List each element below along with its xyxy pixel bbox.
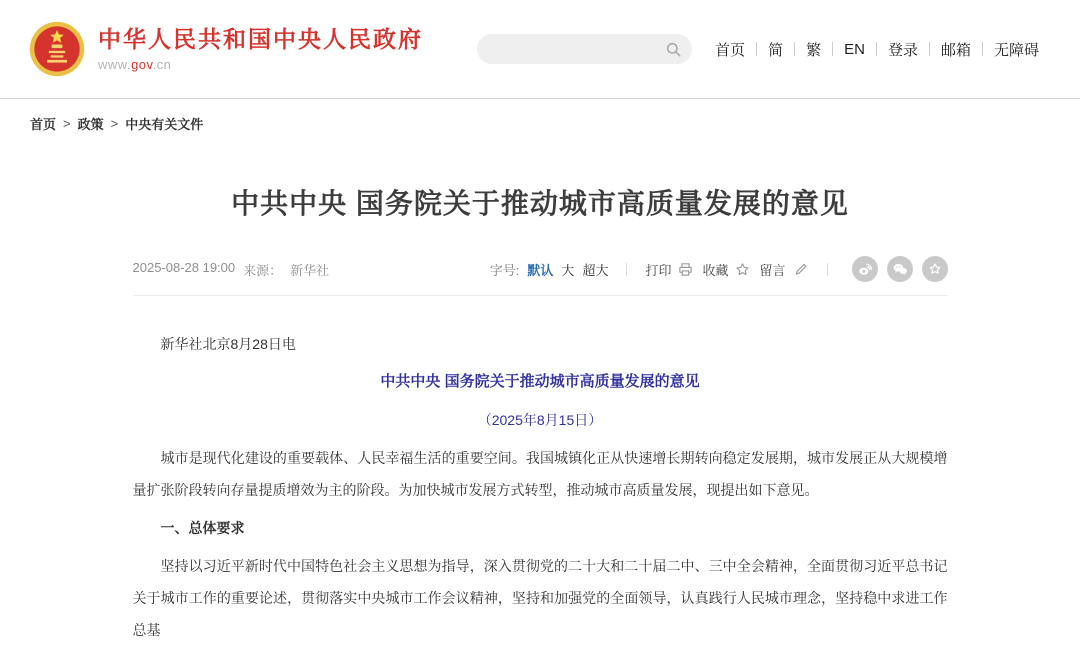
- wechat-share-icon[interactable]: [887, 256, 913, 282]
- nav-login[interactable]: 登录: [887, 41, 918, 59]
- printer-icon: [677, 261, 694, 278]
- breadcrumb: [0, 99, 1080, 142]
- search-box[interactable]: [477, 34, 692, 64]
- pencil-icon: [792, 261, 809, 278]
- fontsize-label: 字号:: [489, 262, 520, 278]
- top-nav: [704, 39, 1050, 60]
- article-meta: [133, 260, 330, 279]
- article-page: [133, 182, 948, 646]
- header-right: [477, 34, 1050, 64]
- nav-traditional[interactable]: 繁: [806, 41, 822, 59]
- nav-home[interactable]: 首页: [715, 41, 746, 59]
- brand-text: [98, 26, 423, 72]
- document-title: 中共中央 国务院关于推动城市高质量发展的意见: [380, 373, 700, 390]
- site-url-mid: gov: [131, 56, 153, 72]
- section-heading-1: 一、总体要求: [160, 520, 245, 536]
- print-button[interactable]: [645, 260, 694, 279]
- share-buttons: [852, 256, 948, 282]
- favorite-label: 收藏: [702, 262, 729, 278]
- breadcrumb-separator: >: [63, 116, 71, 131]
- nav-english[interactable]: EN: [844, 40, 865, 58]
- comment-label: 留言: [759, 262, 786, 278]
- site-brand[interactable]: [28, 20, 423, 78]
- breadcrumb-central-documents[interactable]: 中央有关文件: [125, 117, 204, 132]
- toolbar-separator: [827, 263, 828, 276]
- favorite-button[interactable]: [702, 260, 751, 279]
- breadcrumb-separator: >: [110, 116, 119, 131]
- site-url-suffix: .cn: [152, 56, 172, 72]
- site-url-prefix: www.: [98, 56, 132, 72]
- weibo-share-icon[interactable]: [852, 256, 878, 282]
- article-toolbar: [490, 256, 948, 282]
- search-input[interactable]: [491, 41, 665, 58]
- star-circle-share-icon[interactable]: [922, 256, 948, 282]
- breadcrumb-home[interactable]: 首页: [30, 117, 57, 132]
- article-body: [133, 328, 948, 646]
- site-url: [98, 57, 423, 72]
- fontsize-xlarge-button[interactable]: 超大: [582, 262, 609, 278]
- star-icon: [734, 261, 751, 278]
- search-icon[interactable]: [665, 41, 682, 58]
- nav-accessibility[interactable]: 无障碍: [993, 41, 1039, 59]
- nav-simplified[interactable]: 简: [768, 41, 784, 59]
- article-meta-row: [133, 256, 948, 296]
- source-name[interactable]: 新华社: [290, 262, 330, 278]
- site-header: [0, 0, 1080, 99]
- breadcrumb-policy[interactable]: 政策: [77, 117, 104, 132]
- fontsize-default-button[interactable]: 默认: [527, 262, 554, 278]
- paragraph-intro: 城市是现代化建设的重要载体、人民幸福生活的重要空间。我国城镇化正从快速增长期转向稳定发展期，城市发展正从大规模增量扩张阶段转向存量提质增效为主的阶段。为加快城市发展方式转型，推动城市高质量发展，现提出如下意见。: [132, 450, 948, 498]
- dateline: 新华社北京8月28日电: [160, 336, 296, 352]
- publish-datetime: 2025-08-28 19:00: [132, 259, 236, 275]
- nav-mail[interactable]: 邮箱: [940, 41, 971, 59]
- comment-button[interactable]: [759, 260, 808, 279]
- toolbar-separator: [626, 263, 627, 276]
- national-emblem-icon: [28, 20, 86, 78]
- print-label: 打印: [645, 262, 672, 278]
- paragraph-general-requirements: 坚持以习近平新时代中国特色社会主义思想为指导，深入贯彻党的二十大和二十届二中、三中全会精神，全面贯彻习近平总书记关于城市工作的重要论述，贯彻落实中央城市工作会议精神，坚持和加强党的全面领导，认真践行人民城市理念，坚持稳中求进工作总基: [132, 558, 948, 638]
- source-label: 来源：: [243, 262, 283, 278]
- fontsize-large-button[interactable]: 大: [561, 262, 575, 278]
- document-date: （2025年8月15日）: [477, 412, 603, 428]
- page-title: 中共中央 国务院关于推动城市高质量发展的意见: [231, 188, 849, 219]
- site-title: 中华人民共和国中央人民政府: [98, 26, 423, 53]
